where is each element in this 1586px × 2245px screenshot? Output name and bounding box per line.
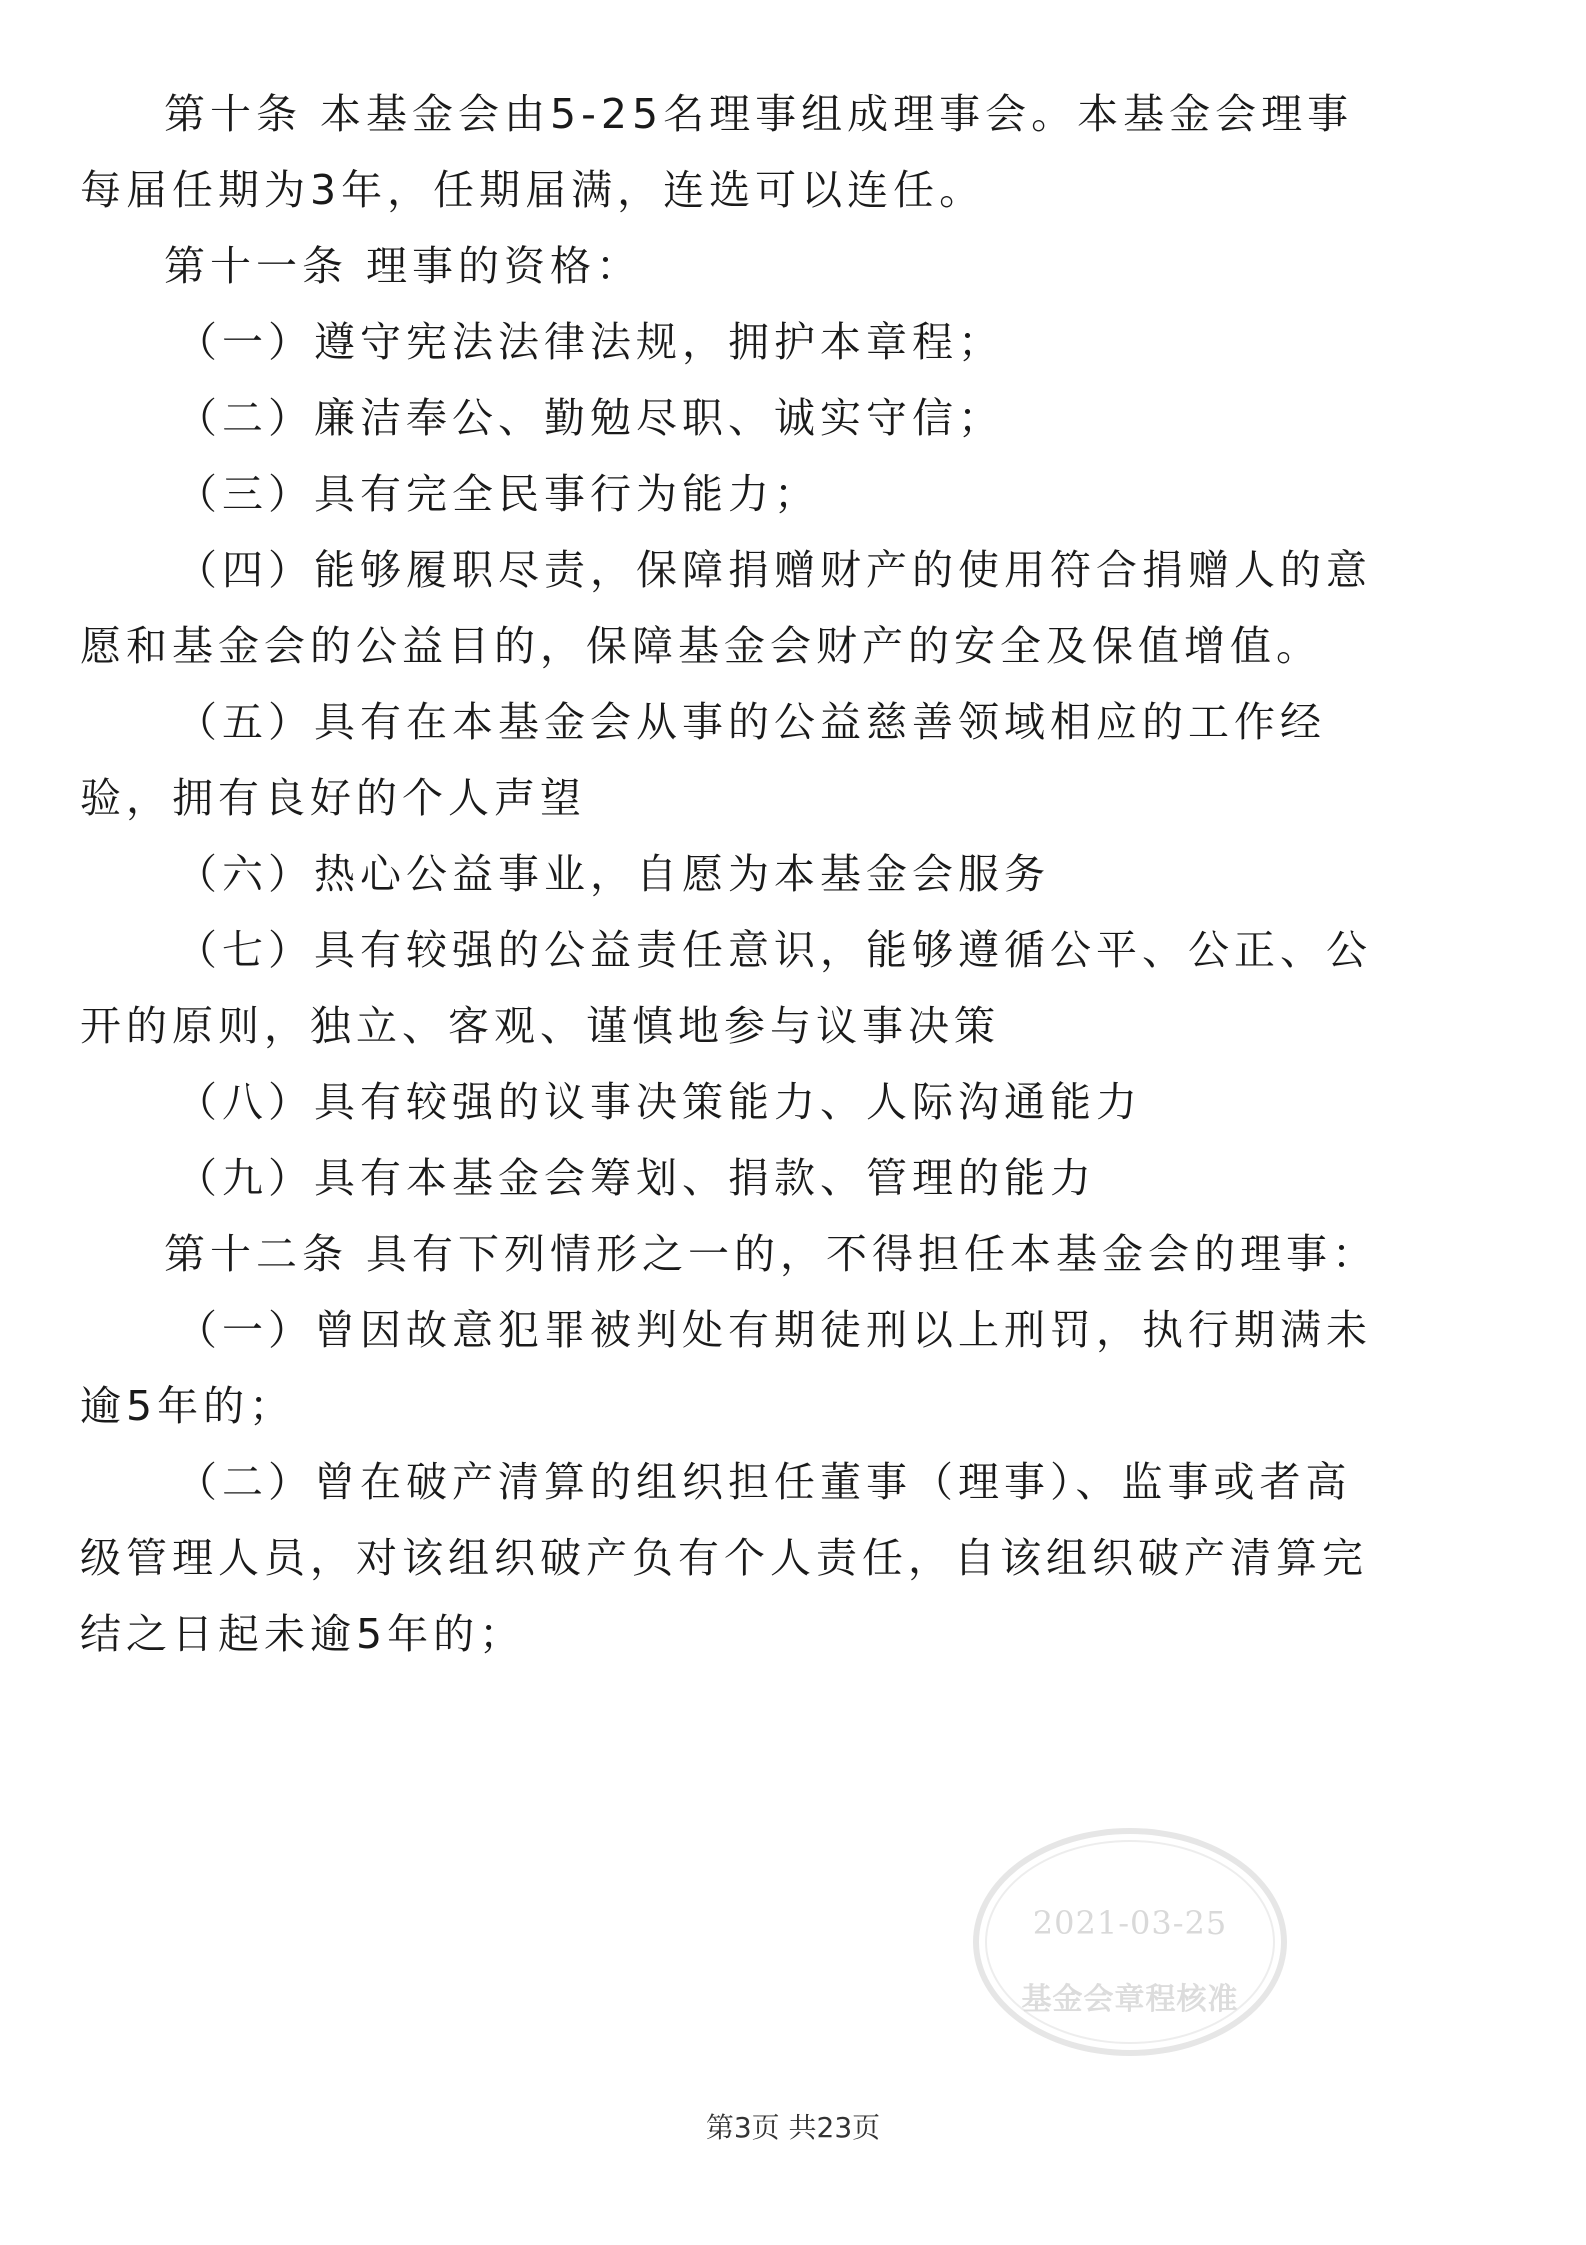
page-number: 第3页 共23页: [705, 2111, 881, 2144]
stamp-label: 基金会章程核准: [1021, 1982, 1239, 2017]
article-11-item-7: （七）具有较强的公益责任意识，能够遵循公平、公正、公开的原则，独立、客观、谨慎地参与议事决策: [80, 926, 1372, 1050]
article-11-item-3: （三）具有完全民事行为能力；: [176, 470, 820, 518]
article-11-item-4: （四）能够履职尽责，保障捐赠财产的使用符合捐赠人的意愿和基金会的公益目的，保障基金会财产的安全及保值增值。: [80, 546, 1372, 670]
article-12-heading: 第十二条 具有下列情形之一的，不得担任本基金会的理事：: [164, 1230, 1379, 1278]
article-11-item-1: （一）遵守宪法法律法规，拥护本章程；: [176, 318, 1004, 366]
article-11-item-9: （九）具有本基金会筹划、捐款、管理的能力: [176, 1154, 1096, 1202]
article-11-item-8: （八）具有较强的议事决策能力、人际沟通能力: [176, 1078, 1142, 1126]
article-11-heading: 第十一条 理事的资格：: [164, 242, 643, 290]
document-body: [80, 76, 1380, 1672]
article-11-item-2: （二）廉洁奉公、勤勉尽职、诚实守信；: [176, 394, 1004, 442]
article-12-item-2: （二）曾在破产清算的组织担任董事（理事）、监事或者高级管理人员，对该组织破产负有个人责任，自该组织破产清算完结之日起未逾5年的；: [80, 1458, 1368, 1658]
article-11-item-5: （五）具有在本基金会从事的公益慈善领域相应的工作经验，拥有良好的个人声望: [80, 698, 1326, 822]
article-12-item-1: （一）曾因故意犯罪被判处有期徒刑以上刑罚，执行期满未逾5年的；: [80, 1306, 1372, 1430]
article-11-item-6: （六）热心公益事业，自愿为本基金会服务: [176, 850, 1050, 898]
article-10: 第十条 本基金会由5-25名理事组成理事会。本基金会理事每届任期为3年，任期届满，连选可以连任。: [80, 90, 1354, 214]
stamp-date: 2021-03-25: [1032, 1904, 1228, 1942]
approval-stamp: [973, 1828, 1287, 2056]
